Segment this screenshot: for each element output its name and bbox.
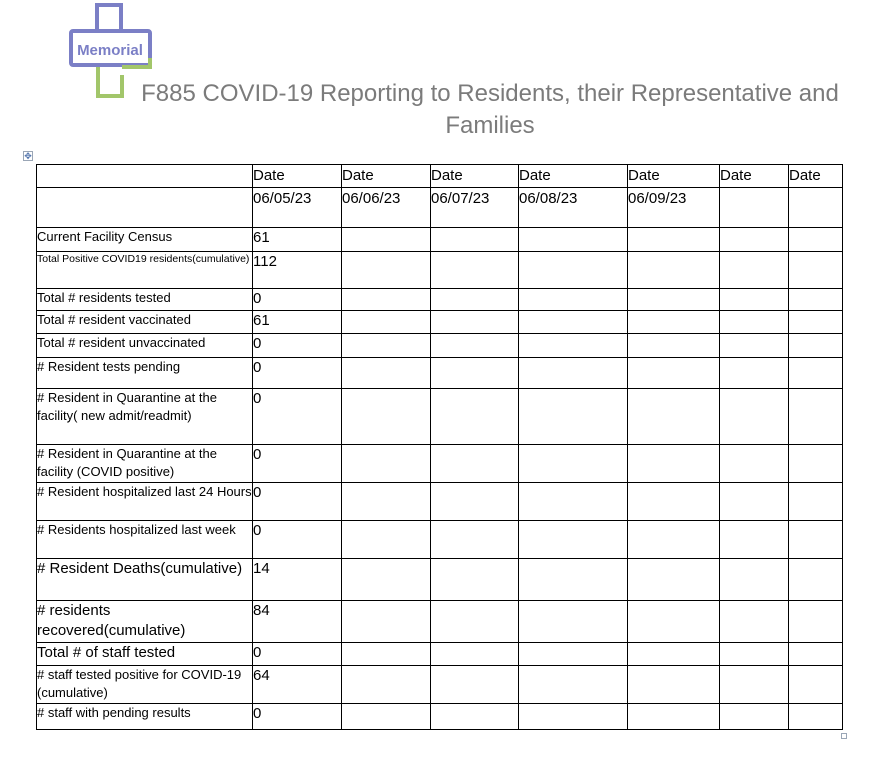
data-cell xyxy=(789,521,843,559)
data-cell: 0 xyxy=(253,704,342,730)
data-cell xyxy=(342,666,431,704)
row-label: # Resident in Quarantine at the facility( new admit/readmit) xyxy=(37,389,253,445)
header-corner-cell xyxy=(37,188,253,228)
header-row-date-labels xyxy=(37,165,843,188)
table-row xyxy=(37,483,843,521)
data-cell xyxy=(628,643,720,666)
data-cell xyxy=(431,389,519,445)
row-label: Total # of staff tested xyxy=(37,643,253,666)
data-cell xyxy=(720,445,789,483)
date-label: Date xyxy=(789,165,843,188)
data-cell xyxy=(628,389,720,445)
data-cell xyxy=(720,311,789,334)
date-label: Date xyxy=(342,165,431,188)
data-cell xyxy=(342,483,431,521)
data-cell xyxy=(342,334,431,358)
date-label: Date xyxy=(628,165,720,188)
date-value: 06/06/23 xyxy=(342,188,431,228)
row-label: # residents recovered(cumulative) xyxy=(37,601,253,643)
data-cell xyxy=(628,704,720,730)
date-label: Date xyxy=(720,165,789,188)
data-cell xyxy=(519,601,628,643)
data-cell xyxy=(342,559,431,601)
table-row xyxy=(37,358,843,389)
data-cell xyxy=(720,289,789,311)
logo-text: Memorial xyxy=(77,42,143,59)
table-row xyxy=(37,704,843,730)
data-cell xyxy=(519,445,628,483)
data-cell xyxy=(789,389,843,445)
date-value xyxy=(789,188,843,228)
table-row xyxy=(37,445,843,483)
data-cell xyxy=(628,334,720,358)
data-cell: 0 xyxy=(253,643,342,666)
data-cell xyxy=(342,521,431,559)
table-row xyxy=(37,666,843,704)
data-cell: 84 xyxy=(253,601,342,643)
data-cell: 0 xyxy=(253,445,342,483)
data-cell xyxy=(628,601,720,643)
row-label: # Resident in Quarantine at the facility (COVID positive) xyxy=(37,445,253,483)
data-cell xyxy=(628,311,720,334)
data-cell xyxy=(628,252,720,289)
data-cell xyxy=(628,666,720,704)
data-cell xyxy=(431,601,519,643)
data-cell xyxy=(342,643,431,666)
table-row xyxy=(37,643,843,666)
data-cell xyxy=(789,666,843,704)
table-row xyxy=(37,311,843,334)
data-cell xyxy=(342,358,431,389)
data-cell xyxy=(789,334,843,358)
date-label: Date xyxy=(519,165,628,188)
data-cell: 61 xyxy=(253,228,342,252)
table-move-handle-icon[interactable]: ✥ xyxy=(24,151,32,161)
data-cell xyxy=(519,252,628,289)
table-row xyxy=(37,601,843,643)
row-label: # staff with pending results xyxy=(37,704,253,730)
data-cell xyxy=(431,228,519,252)
data-cell xyxy=(789,228,843,252)
data-cell xyxy=(342,601,431,643)
data-cell: 112 xyxy=(253,252,342,289)
data-cell xyxy=(342,289,431,311)
header-row-dates xyxy=(37,188,843,228)
data-cell xyxy=(720,228,789,252)
data-cell xyxy=(628,358,720,389)
data-cell: 0 xyxy=(253,389,342,445)
data-cell xyxy=(519,389,628,445)
data-cell xyxy=(720,358,789,389)
date-value: 06/05/23 xyxy=(253,188,342,228)
data-cell xyxy=(720,389,789,445)
data-cell xyxy=(519,704,628,730)
data-cell xyxy=(431,358,519,389)
data-cell xyxy=(720,483,789,521)
data-cell xyxy=(519,643,628,666)
data-cell xyxy=(720,704,789,730)
data-cell xyxy=(789,252,843,289)
data-cell xyxy=(720,521,789,559)
table-row xyxy=(37,559,843,601)
data-cell xyxy=(720,601,789,643)
data-cell xyxy=(789,601,843,643)
data-cell xyxy=(431,521,519,559)
data-cell: 64 xyxy=(253,666,342,704)
table-row xyxy=(37,252,843,289)
data-cell xyxy=(431,483,519,521)
data-cell xyxy=(789,445,843,483)
data-cell xyxy=(720,334,789,358)
data-cell xyxy=(789,358,843,389)
data-cell xyxy=(789,559,843,601)
table-row xyxy=(37,334,843,358)
data-cell xyxy=(628,228,720,252)
data-cell xyxy=(720,666,789,704)
date-value: 06/08/23 xyxy=(519,188,628,228)
row-label: Current Facility Census xyxy=(37,228,253,252)
date-label: Date xyxy=(431,165,519,188)
data-cell xyxy=(519,521,628,559)
data-cell xyxy=(431,334,519,358)
data-cell xyxy=(431,445,519,483)
data-cell xyxy=(720,643,789,666)
date-label: Date xyxy=(253,165,342,188)
data-cell xyxy=(519,334,628,358)
data-cell xyxy=(789,643,843,666)
data-cell xyxy=(342,389,431,445)
table-row xyxy=(37,521,843,559)
data-cell: 0 xyxy=(253,289,342,311)
data-cell xyxy=(519,483,628,521)
data-cell xyxy=(628,445,720,483)
data-cell xyxy=(342,704,431,730)
data-cell xyxy=(431,643,519,666)
data-cell: 0 xyxy=(253,483,342,521)
table-row xyxy=(37,289,843,311)
date-value xyxy=(720,188,789,228)
data-cell xyxy=(628,289,720,311)
date-value: 06/07/23 xyxy=(431,188,519,228)
data-cell xyxy=(431,289,519,311)
data-cell xyxy=(519,311,628,334)
data-cell: 61 xyxy=(253,311,342,334)
data-cell xyxy=(720,559,789,601)
page-title: F885 COVID-19 Reporting to Residents, their Representative and Families xyxy=(141,80,839,139)
date-value: 06/09/23 xyxy=(628,188,720,228)
row-label: # Resident Deaths(cumulative) xyxy=(37,559,253,601)
data-cell xyxy=(789,289,843,311)
row-label: # staff tested positive for COVID-19 (cumulative) xyxy=(37,666,253,704)
data-cell xyxy=(342,228,431,252)
data-cell xyxy=(431,311,519,334)
data-cell xyxy=(431,666,519,704)
table-resize-handle[interactable] xyxy=(841,733,847,739)
data-cell xyxy=(342,311,431,334)
data-cell xyxy=(519,666,628,704)
data-cell: 14 xyxy=(253,559,342,601)
data-cell: 0 xyxy=(253,358,342,389)
data-cell: 0 xyxy=(253,521,342,559)
data-cell xyxy=(431,252,519,289)
row-label: Total Positive COVID19 residents(cumulative) xyxy=(37,252,253,289)
data-cell xyxy=(519,228,628,252)
data-cell xyxy=(342,252,431,289)
data-cell xyxy=(789,704,843,730)
table-row xyxy=(37,228,843,252)
row-label: Total # resident vaccinated xyxy=(37,311,253,334)
row-label: # Residents hospitalized last week xyxy=(37,521,253,559)
data-cell xyxy=(628,521,720,559)
row-label: # Resident hospitalized last 24 Hours xyxy=(37,483,253,521)
data-cell xyxy=(431,704,519,730)
data-cell xyxy=(519,559,628,601)
header-corner-cell xyxy=(37,165,253,188)
data-cell xyxy=(519,289,628,311)
row-label: Total # residents tested xyxy=(37,289,253,311)
row-label: Total # resident unvaccinated xyxy=(37,334,253,358)
data-cell xyxy=(628,559,720,601)
row-label: # Resident tests pending xyxy=(37,358,253,389)
data-cell xyxy=(720,252,789,289)
data-cell: 0 xyxy=(253,334,342,358)
covid-report-table xyxy=(36,164,843,730)
data-cell xyxy=(628,483,720,521)
data-cell xyxy=(789,311,843,334)
data-cell xyxy=(519,358,628,389)
data-cell xyxy=(431,559,519,601)
data-cell xyxy=(342,445,431,483)
data-cell xyxy=(789,483,843,521)
table-row xyxy=(37,389,843,445)
